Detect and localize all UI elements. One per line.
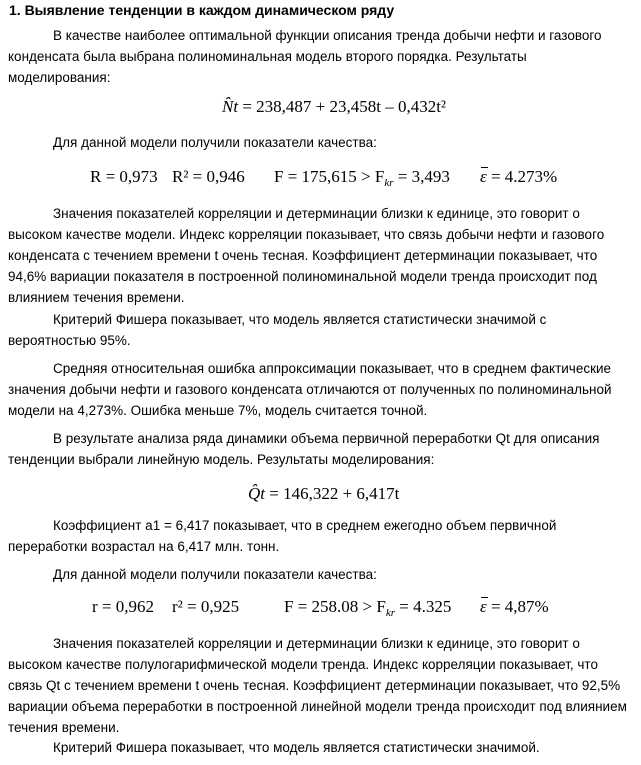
paragraph-fisher: Критерий Фишера показывает, что модель является статистически значимой с вероятностью 95%. <box>8 312 547 348</box>
metric-r: R = 0,973 <box>90 167 158 186</box>
formula-lhs: N̂t <box>222 97 239 116</box>
formula2-lhs: Q̂t <box>248 484 265 503</box>
metric2-f: $F = 258.08 > F_{kr} = 4.325$ <box>284 597 452 619</box>
metric-f: $F = 175,615 > F_{kr} = 3,493$ <box>274 167 450 189</box>
paragraph-quality-intro-2: Для данной модели получили показатели качества: <box>53 567 377 582</box>
formula2-rhs: = 146,322 + 6,417t <box>269 484 400 503</box>
paragraph-correlation: Значения показателей корреляции и детерминации близки к единице, это говорит о высоком качестве модели. Индекс корреляции показывает, что связь добычи нефти и газового конденсата с течением времени t очень тесная. Коэффициент детерминации показывает, что 94,6% вариации показателя в построенной полиноминальной модели тренда происходит под влиянием течения времени. <box>8 206 605 305</box>
metric-epsilon: ε = 4.273% <box>480 167 558 186</box>
paragraph-fisher-2: Критерий Фишера показывает, что модель является статистически значимой. <box>53 740 540 755</box>
paragraph-approximation: Средняя относительная ошибка аппроксимации показывает, что в среднем фактические значения добычи нефти и газового конденсата отличаются от полученных по полиноминальной модели на 4,273%. Ошибка меньше 7%, модель считается точной. <box>8 361 612 418</box>
paragraph-coefficient: Коэффициент а1 = 6,417 показывает, что в среднем ежегодно объем первичной переработки возрастал на 6,417 млн. тонн. <box>8 518 557 554</box>
paragraph-correlation-2: Значения показателей корреляции и детерминации близки к единице, это говорит о высоком качестве полулогарифмической модели тренда. Индекс корреляции показывает, что связь Qt с течением времени t очень тесная. Коэффициент детерминации показывает, что 92,5% вариации объема переработки в построенной линейной модели тренда происходит под влиянием течения времени. <box>8 636 627 735</box>
metric2-epsilon: ε = 4,87% <box>480 597 549 616</box>
section-heading: 1. Выявление тенденции в каждом динамическом ряду <box>9 2 395 18</box>
paragraph-model-choice: В качестве наиболее оптимальной функции описания тренда добычи нефти и газового конденсата была выбрана полиноминальная модель второго порядка. Результаты моделирования: <box>8 28 602 85</box>
paragraph-quality-intro: Для данной модели получили показатели качества: <box>53 135 377 150</box>
metric2-r: r = 0,962 <box>92 597 154 616</box>
formula-processing-trend <box>248 483 399 504</box>
metric-r2: R² = 0,946 <box>172 167 245 186</box>
formula-rhs: = 238,487 + 23,458t – 0,432t² <box>242 97 447 116</box>
formula-oil-trend <box>222 96 446 117</box>
metric2-r2: r² = 0,925 <box>172 597 240 616</box>
paragraph-linear-model: В результате анализа ряда динамики объема первичной переработки Qt для описания тенденции выбрали линейную модель. Результаты моделирования: <box>8 431 600 467</box>
